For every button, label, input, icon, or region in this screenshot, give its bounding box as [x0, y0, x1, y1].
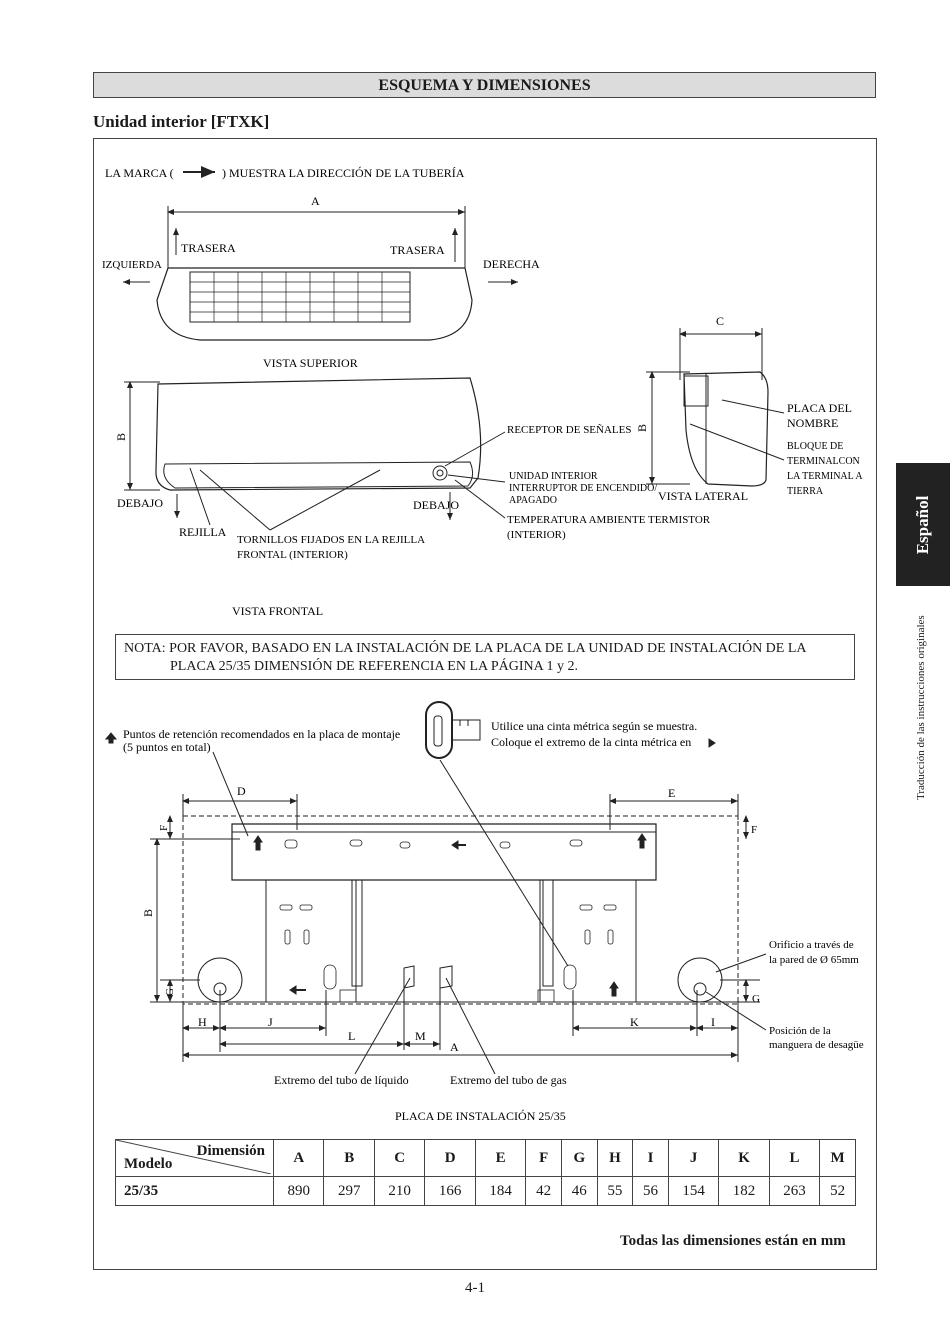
- unidad-interior-label: UNIDAD INTERIOR: [509, 471, 598, 482]
- unit-diagrams: [0, 0, 950, 640]
- dim-e: E: [668, 786, 676, 800]
- col-m: M: [820, 1140, 856, 1177]
- trasera-right: TRASERA: [390, 243, 445, 257]
- gas-label: Extremo del tubo de gas: [450, 1073, 567, 1087]
- tornillos-label-2: FRONTAL (INTERIOR): [237, 549, 348, 561]
- language-tab-label: Español: [913, 495, 932, 554]
- dim-d: D: [237, 784, 246, 798]
- dim-f-right: F: [751, 824, 758, 836]
- vista-lateral: VISTA LATERAL: [658, 489, 749, 503]
- col-d: D: [425, 1140, 475, 1177]
- plate-caption: PLACA DE INSTALACIÓN 25/35: [395, 1109, 566, 1123]
- col-f: F: [526, 1140, 562, 1177]
- dim-h: H: [198, 1015, 207, 1029]
- orificio-label-2: la pared de Ø 65mm: [769, 954, 859, 966]
- page-subtitle: Unidad interior [FTXK]: [93, 112, 270, 131]
- izquierda-label: IZQUIERDA: [102, 259, 162, 271]
- receptor-label: RECEPTOR DE SEÑALES: [507, 424, 632, 436]
- dim-l: L: [348, 1029, 356, 1043]
- installation-plate-diagram: [0, 690, 950, 1130]
- trasera-left: TRASERA: [181, 241, 236, 255]
- page-number: 4-1: [465, 1280, 485, 1296]
- dim-a-label: A: [311, 194, 320, 208]
- debajo-right: DEBAJO: [413, 498, 460, 512]
- col-j: J: [668, 1140, 718, 1177]
- col-l: L: [769, 1140, 819, 1177]
- temperatura-label-2: (INTERIOR): [507, 529, 566, 541]
- table-header-row: [116, 1140, 856, 1177]
- vista-superior: VISTA SUPERIOR: [263, 356, 358, 370]
- puntos-label-2: (5 puntos en total): [123, 740, 211, 754]
- tornillos-label: TORNILLOS FIJADOS EN LA REJILLA: [237, 534, 426, 546]
- value-g: 46: [561, 1177, 597, 1206]
- liquido-label: Extremo del tubo de líquido: [274, 1073, 409, 1087]
- marker-note-prefix: LA MARCA (: [105, 166, 174, 180]
- nota-line-1: NOTA: POR FAVOR, BASADO EN LA INSTALACIÓN DE LA PLACA DE LA UNIDAD DE INSTALACIÓN DE LA: [124, 641, 807, 656]
- vista-frontal: VISTA FRONTAL: [232, 604, 324, 618]
- table-row: [116, 1177, 856, 1206]
- bloque-label-3: LA TERMINAL A: [787, 471, 863, 482]
- value-c: 210: [374, 1177, 424, 1206]
- orificio-label: Orificio a través de: [769, 939, 854, 951]
- debajo-left: DEBAJO: [117, 496, 164, 510]
- dim-b-side-label: B: [635, 423, 649, 432]
- units-footnote: Todas las dimensiones están en mm: [620, 1233, 846, 1249]
- dim-m: M: [415, 1029, 426, 1043]
- interruptor-label: INTERRUPTOR DE ENCENDIDO/: [509, 483, 658, 494]
- value-e: 184: [475, 1177, 525, 1206]
- dim-b-label: B: [114, 432, 128, 441]
- dim-j: J: [268, 1015, 273, 1029]
- corner-dimension: Dimensión: [196, 1143, 265, 1159]
- value-h: 55: [597, 1177, 633, 1206]
- corner-model: Modelo: [124, 1156, 173, 1172]
- value-d: 166: [425, 1177, 475, 1206]
- dimension-table: [115, 1139, 856, 1206]
- col-i: I: [633, 1140, 669, 1177]
- apagado-label: APAGADO: [509, 495, 557, 506]
- value-k: 182: [719, 1177, 769, 1206]
- col-k: K: [719, 1140, 769, 1177]
- value-m: 52: [820, 1177, 856, 1206]
- bloque-label-2: TERMINALCON: [787, 456, 860, 467]
- col-g: G: [561, 1140, 597, 1177]
- posicion-label-2: manguera de desagüe: [769, 1039, 864, 1051]
- value-b: 297: [324, 1177, 374, 1206]
- dim-g-right: G: [752, 993, 760, 1005]
- col-e: E: [475, 1140, 525, 1177]
- value-j: 154: [668, 1177, 718, 1206]
- col-h: H: [597, 1140, 633, 1177]
- dim-f-left: F: [158, 824, 170, 831]
- side-note-text: Traducción de las instrucciones originales: [915, 615, 927, 800]
- posicion-label: Posición de la: [769, 1025, 831, 1037]
- table-corner: [116, 1140, 274, 1177]
- dim-i: I: [711, 1015, 715, 1029]
- col-b: B: [324, 1140, 374, 1177]
- bloque-label: BLOQUE DE: [787, 441, 844, 452]
- dim-b-plate: B: [141, 908, 155, 917]
- col-a: A: [274, 1140, 324, 1177]
- row-model: 25/35: [116, 1177, 274, 1206]
- nota-box: [115, 634, 855, 680]
- cinta-label-2: Coloque el extremo de la cinta métrica en: [491, 735, 692, 749]
- value-i: 56: [633, 1177, 669, 1206]
- section-title: ESQUEMA Y DIMENSIONES: [93, 72, 876, 98]
- nota-line-2: PLACA 25/35 DIMENSIÓN DE REFERENCIA EN LA PÁGINA 1 y 2.: [170, 659, 578, 674]
- derecha-label: DERECHA: [483, 257, 540, 271]
- dim-a-plate: A: [450, 1040, 459, 1054]
- puntos-label: Puntos de retención recomendados en la placa de montaje: [123, 727, 401, 741]
- cinta-label-1: Utilice una cinta métrica según se muestra.: [491, 719, 698, 733]
- placa-nombre-2: NOMBRE: [787, 416, 839, 430]
- value-a: 890: [274, 1177, 324, 1206]
- bloque-label-4: TIERRA: [787, 486, 824, 497]
- dim-g-left: G: [164, 988, 176, 996]
- marker-note-suffix: ) MUESTRA LA DIRECCIÓN DE LA TUBERÍA: [222, 166, 465, 180]
- temperatura-label: TEMPERATURA AMBIENTE TERMISTOR: [507, 514, 711, 526]
- dim-k: K: [630, 1015, 639, 1029]
- value-l: 263: [769, 1177, 819, 1206]
- placa-nombre: PLACA DEL: [787, 401, 853, 415]
- rejilla-label: REJILLA: [179, 525, 227, 539]
- col-c: C: [374, 1140, 424, 1177]
- dim-c-label: C: [716, 314, 725, 328]
- value-f: 42: [526, 1177, 562, 1206]
